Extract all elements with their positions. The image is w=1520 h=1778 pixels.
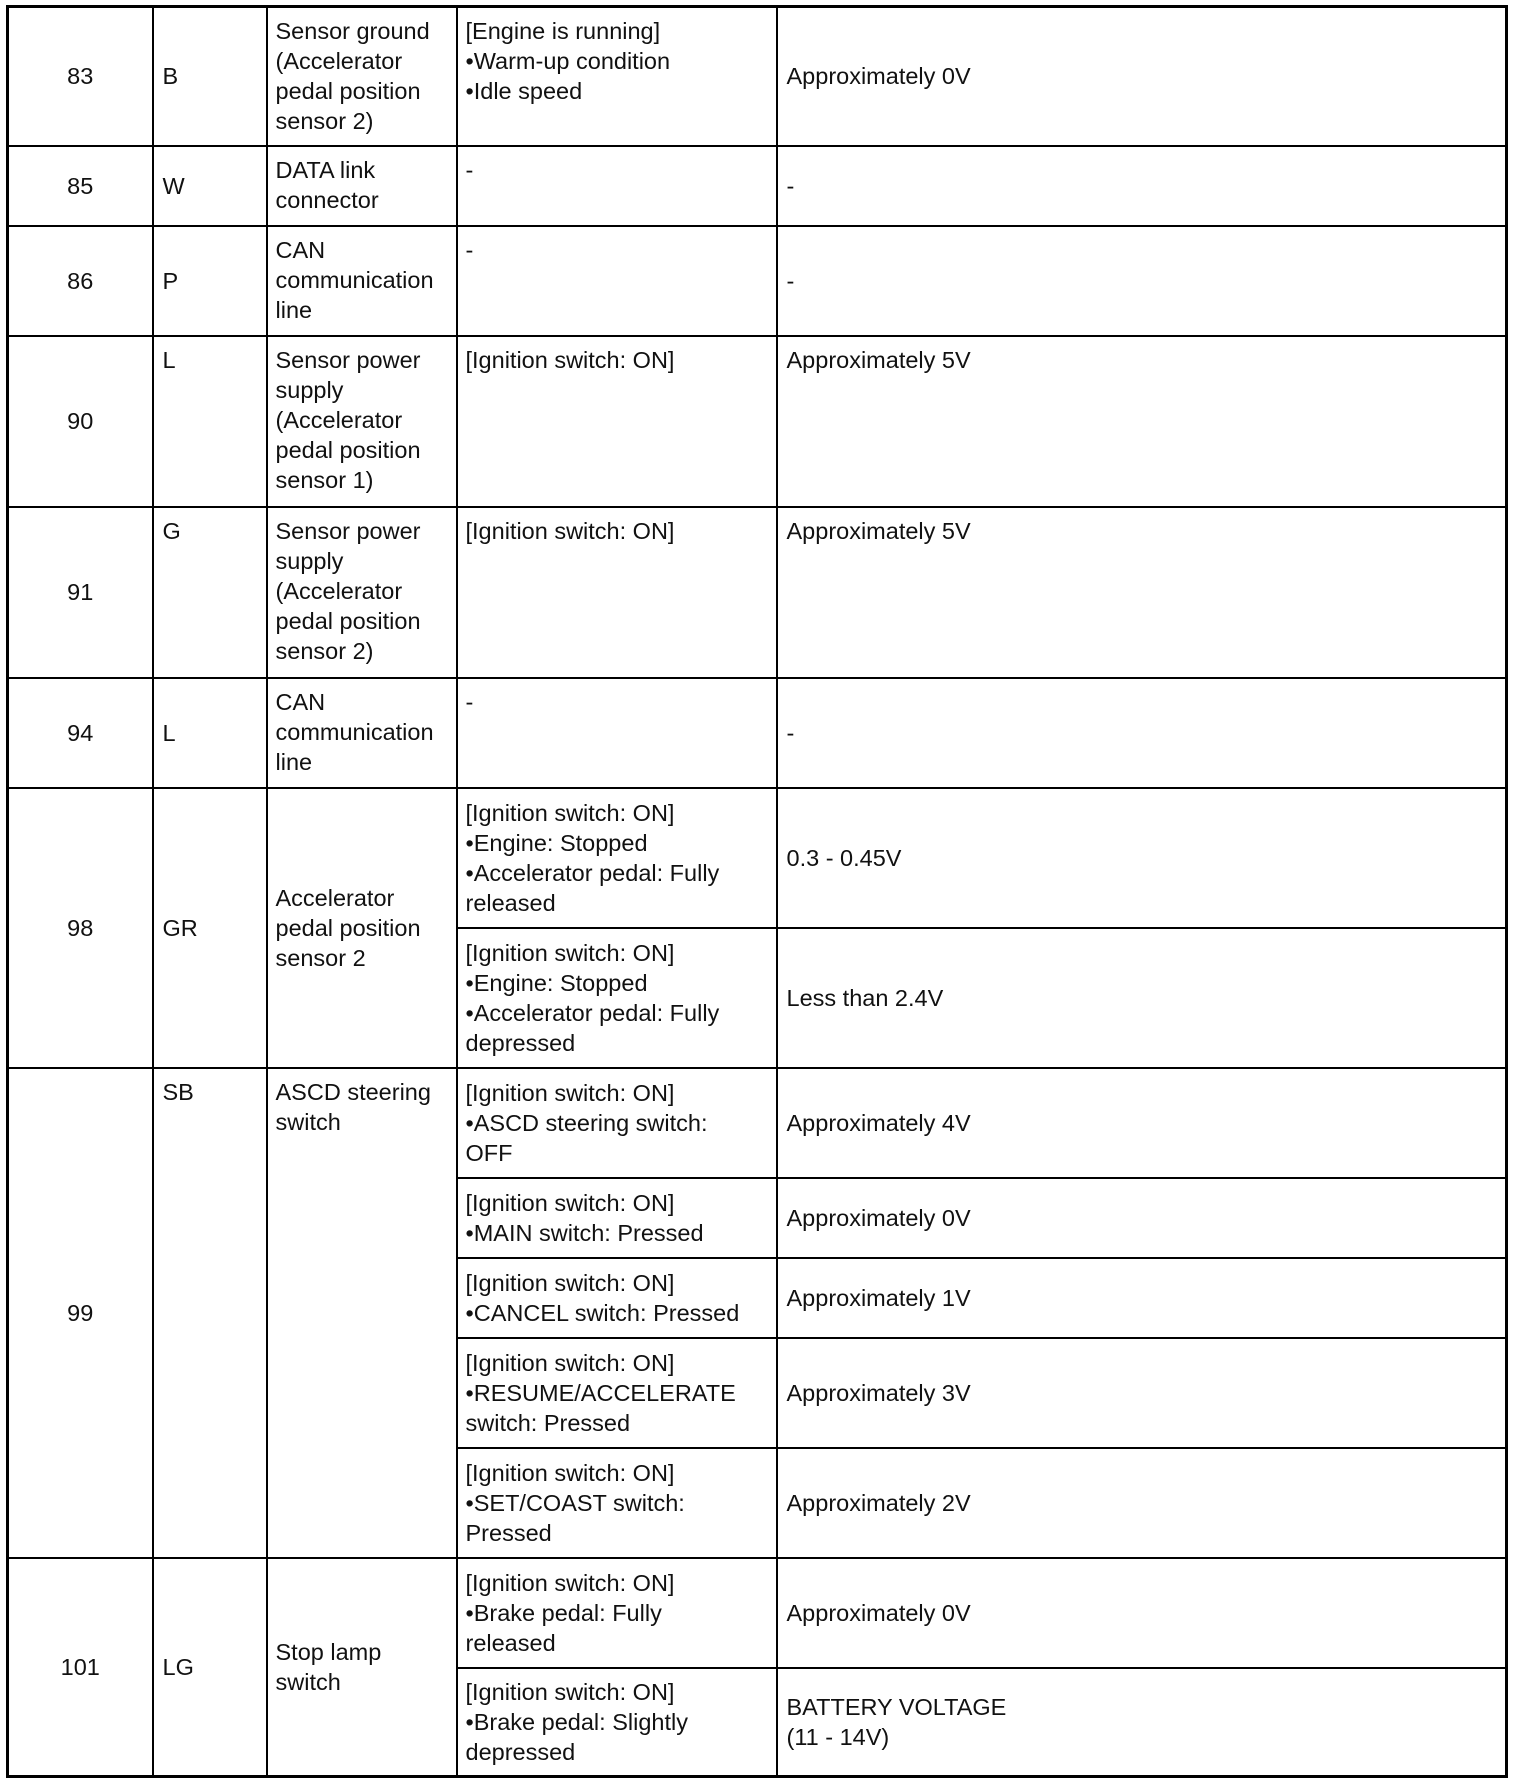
condition-cell [457,1558,777,1668]
text-line: [Ignition switch: ON] [465,1459,675,1486]
item-description [267,678,457,788]
value-cell [777,1258,1507,1338]
condition-cell [457,928,777,1068]
item-description [267,507,457,678]
condition-cell [457,1178,777,1258]
text-line: communication [275,266,434,293]
text-line: •SET/COAST switch: [465,1489,685,1516]
text-line: •ASCD steering switch: [465,1109,708,1136]
table-row [8,678,1507,788]
text-line: [Ignition switch: ON] [465,346,675,373]
condition-cell [457,7,777,146]
condition-cell [457,336,777,507]
table-row [8,146,1507,226]
condition-cell [457,507,777,678]
text-line: •Engine: Stopped [465,829,648,856]
text-line: Approximately 1V [786,1284,971,1311]
text-line: Approximately 5V [786,346,971,373]
text-line: •Engine: Stopped [465,969,648,996]
text-line: Sensor power [275,346,421,373]
value-cell [777,1178,1507,1258]
text-line: •Brake pedal: Slightly [465,1708,688,1735]
text-line: •Warm-up condition [465,48,671,74]
text-line: •Idle speed [465,78,583,104]
terminal-number: 91 [8,507,153,678]
terminal-number: 86 [8,226,153,336]
text-line: CAN [275,236,326,263]
text-line: ASCD steering [275,1078,431,1105]
text-line: Approximately 3V [786,1379,971,1406]
terminal-number: 98 [8,788,153,1068]
terminal-number: 94 [8,678,153,788]
item-description [267,788,457,1068]
wire-color: GR [153,788,267,1068]
text-line: released [465,1629,556,1656]
value-cell [777,788,1507,928]
text-line: (Accelerator [275,406,403,433]
condition-cell [457,1668,777,1777]
text-line: •Accelerator pedal: Fully [465,859,720,886]
table-row [8,507,1507,678]
text-line: pedal position [275,78,421,104]
value-cell [777,928,1507,1068]
text-line: •Accelerator pedal: Fully [465,999,720,1026]
item-description [267,336,457,507]
text-line: - [786,267,795,294]
text-line: supply [275,547,344,574]
text-line: [Ignition switch: ON] [465,1349,675,1376]
text-line: Approximately 5V [786,517,971,544]
text-line: pedal position [275,914,421,941]
value-cell [777,1448,1507,1558]
text-line: sensor 1) [275,466,374,493]
table-row [8,7,1507,146]
text-line: •RESUME/ACCELERATE [465,1379,736,1406]
text-line: 0.3 - 0.45V [786,844,902,871]
text-line: Sensor power [275,517,421,544]
terminal-number: 90 [8,336,153,507]
terminal-number: 83 [8,7,153,146]
text-line: - [786,172,795,199]
text-line: [Ignition switch: ON] [465,799,675,826]
wire-color: SB [153,1068,267,1558]
item-description [267,1068,457,1558]
text-line: depressed [465,1738,576,1765]
wire-color: L [153,678,267,788]
text-line: - [465,688,474,715]
text-line: line [275,748,313,775]
text-line: [Ignition switch: ON] [465,1569,675,1596]
text-line: Sensor ground [275,18,430,44]
text-line: [Ignition switch: ON] [465,1678,675,1705]
text-line: [Ignition switch: ON] [465,1079,675,1106]
text-line: switch [275,1668,341,1695]
text-line: depressed [465,1029,576,1056]
value-cell [777,336,1507,507]
text-line: BATTERY VOLTAGE [786,1693,1007,1720]
value-cell [777,7,1507,146]
text-line: Approximately 0V [786,1599,971,1626]
condition-cell [457,146,777,226]
condition-cell [457,1338,777,1448]
text-line: Stop lamp [275,1638,382,1665]
text-line: [Ignition switch: ON] [465,517,675,544]
value-cell [777,1668,1507,1777]
wire-color: P [153,226,267,336]
text-line: (Accelerator [275,48,403,74]
table-row [8,336,1507,507]
text-line: DATA link [275,156,376,183]
text-line: [Ignition switch: ON] [465,1189,675,1216]
text-line: sensor 2 [275,944,366,971]
wire-color: LG [153,1558,267,1777]
wire-color: L [153,336,267,507]
wire-color: W [153,146,267,226]
text-line: (Accelerator [275,577,403,604]
table-row [8,1068,1507,1178]
text-line: Pressed [465,1519,552,1546]
text-line: sensor 2) [275,108,374,134]
text-line: Approximately 4V [786,1109,971,1136]
value-cell [777,507,1507,678]
condition-cell [457,788,777,928]
text-line: supply [275,376,344,403]
text-line: Approximately 0V [786,1204,971,1231]
text-line: [Engine is running] [465,18,661,44]
table-row [8,788,1507,928]
text-line: Less than 2.4V [786,984,944,1011]
text-line: Approximately 0V [786,63,971,90]
value-cell [777,1558,1507,1668]
text-line: - [465,236,474,263]
value-cell [777,226,1507,336]
text-line: (11 - 14V) [786,1723,890,1750]
text-line: released [465,889,556,916]
text-line: communication [275,718,434,745]
text-line: sensor 2) [275,637,374,664]
text-line: [Ignition switch: ON] [465,939,675,966]
text-line: pedal position [275,436,421,463]
text-line: CAN [275,688,326,715]
table-row [8,1558,1507,1668]
table-row [8,226,1507,336]
condition-cell [457,226,777,336]
text-line: •CANCEL switch: Pressed [465,1299,740,1326]
value-cell [777,1338,1507,1448]
value-cell [777,678,1507,788]
text-line: Approximately 2V [786,1489,971,1516]
wire-color: B [153,7,267,146]
text-line: pedal position [275,607,421,634]
condition-cell [457,1448,777,1558]
text-line: - [786,719,795,746]
text-line: Accelerator [275,884,395,911]
condition-cell [457,1068,777,1178]
terminal-number: 85 [8,146,153,226]
ecm-table-body [8,7,1507,1777]
text-line: connector [275,186,379,213]
text-line: switch [275,1108,341,1135]
text-line: line [275,296,313,323]
condition-cell [457,1258,777,1338]
text-line: switch: Pressed [465,1409,631,1436]
ecm-terminal-table [6,5,1508,1778]
item-description [267,7,457,146]
item-description [267,226,457,336]
terminal-number: 99 [8,1068,153,1558]
text-line: [Ignition switch: ON] [465,1269,675,1296]
item-description [267,1558,457,1777]
text-line: •MAIN switch: Pressed [465,1219,704,1246]
item-description [267,146,457,226]
value-cell [777,146,1507,226]
terminal-number: 101 [8,1558,153,1777]
wire-color: G [153,507,267,678]
text-line: OFF [465,1139,513,1166]
condition-cell [457,678,777,788]
text-line: - [465,156,474,183]
value-cell [777,1068,1507,1178]
text-line: •Brake pedal: Fully [465,1599,662,1626]
